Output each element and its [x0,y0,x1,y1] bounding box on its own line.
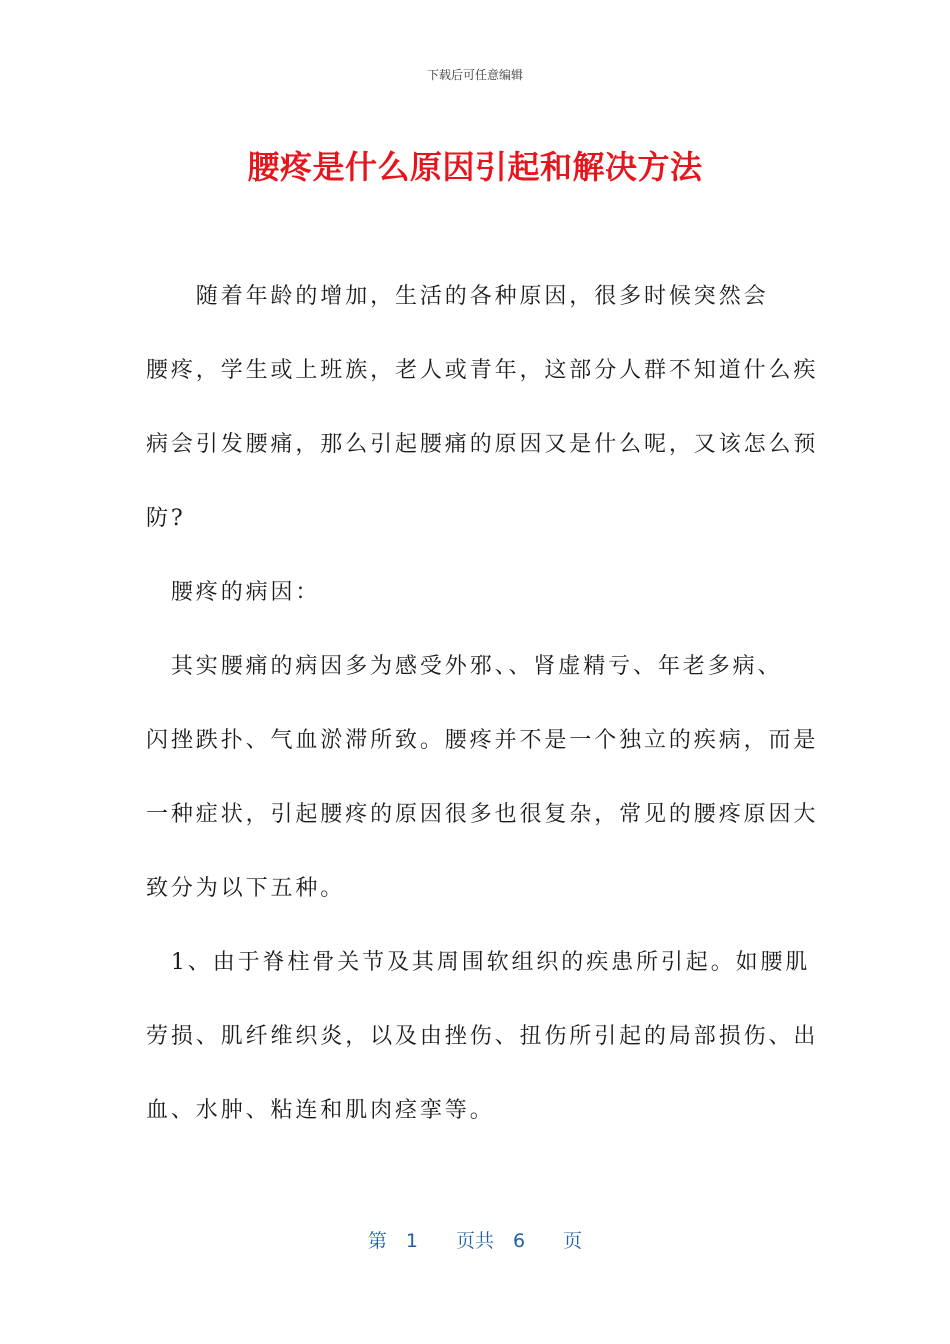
document-body [146,272,819,1160]
paragraph-line: 劳损、肌纤维织炎，以及由挫伤、扭伤所引起的局部损伤、出 [146,1024,819,1049]
paragraph-line: 血、水肿、粘连和肌肉痉挛等。 [146,1098,495,1123]
paragraph-line: 随着年龄的增加，生活的各种原因，很多时候突然会 [146,284,769,309]
header-note: 下载后可任意编辑 [426,68,523,82]
paragraph-line: 致分为以下五种。 [146,876,346,901]
paragraph-line: 一种症状，引起腰疼的原因很多也很复杂，常见的腰疼原因大 [146,802,819,827]
paragraph-line: 腰疼，学生或上班族，老人或青年，这部分人群不知道什么疾 [146,358,819,383]
section-heading: 腰疼的病因： [146,580,321,605]
paragraph-line: 闪挫跌扑、气血淤滞所致。腰疼并不是一个独立的疾病，而是 [146,728,819,753]
paragraph-line: 防? [146,506,186,531]
paragraph-line: 病会引发腰痛，那么引起腰痛的原因又是什么呢，又该怎么预 [146,432,819,457]
paragraph-line: 其实腰痛的病因多为感受外邪、、肾虚精亏、年老多病、 [146,654,783,679]
paragraph-line: 1、由于脊柱骨关节及其周围软组织的疾患所引起。如腰肌 [146,950,811,975]
document-title: 腰疼是什么原因引起和解决方法 [247,148,703,186]
page-footer: 第 1 页共 6 页 [367,1230,583,1252]
